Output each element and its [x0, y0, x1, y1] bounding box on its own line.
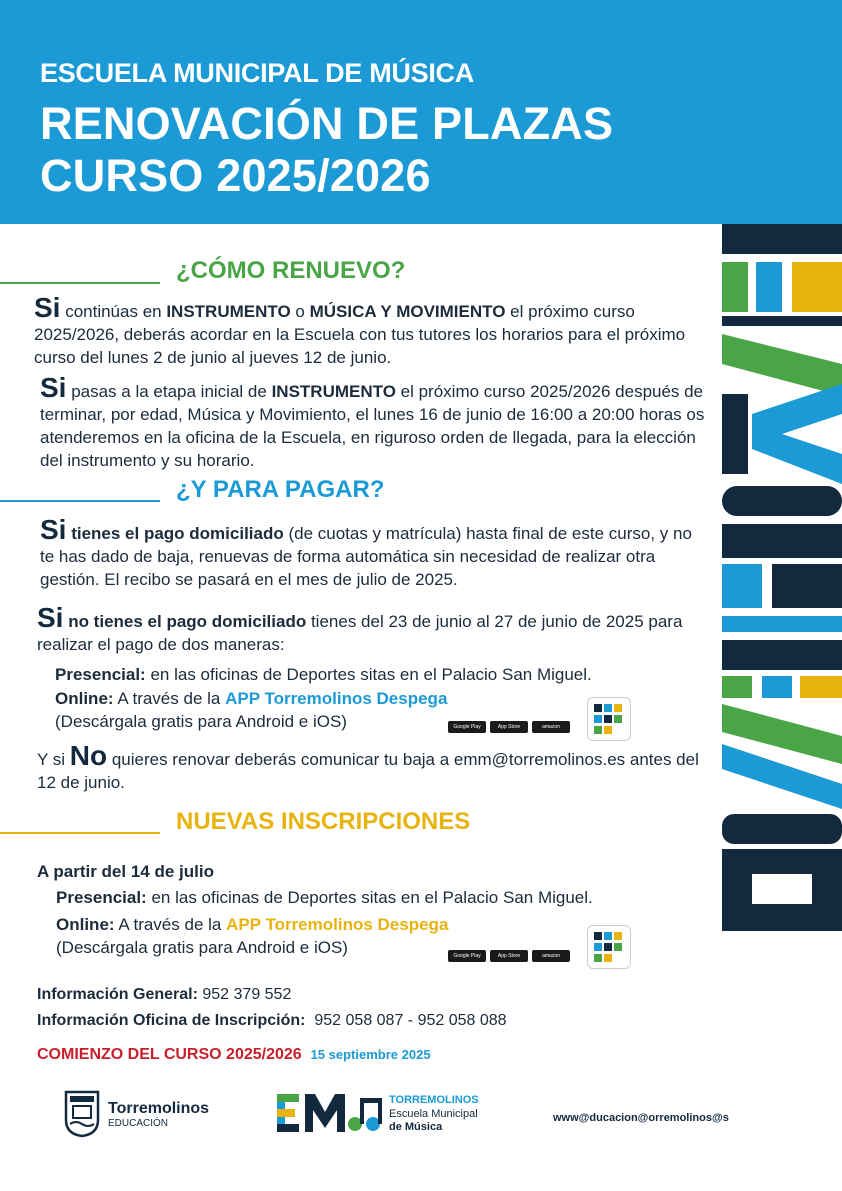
new-presencial-line: Presencial: en las oficinas de Deportes sitas en el Palacio San Miguel. [56, 888, 593, 907]
si-label: Si [37, 602, 64, 633]
pay-presencial-line: Presencial: en las oficinas de Deportes sitas en el Palacio San Miguel. [55, 665, 592, 684]
store-badges [448, 718, 574, 742]
page-title [40, 98, 613, 202]
section-divider-renew [0, 282, 160, 284]
decorative-emm-graphic [722, 224, 842, 931]
app-store-badge[interactable]: App Store [490, 950, 528, 962]
section-title-new: NUEVAS INSCRIPCIONES [176, 808, 471, 835]
renew-paragraph-1: Si continúas en INSTRUMENTO o MÚSICA Y MOVIMIENTO el próximo curso 2025/2026, deberás acordar en la Escuela con tus tutores los horarios para el próximo curso del lunes 2 de junio al jueves 12 de junio. [34, 292, 686, 367]
pay-paragraph-2: Si no tienes el pago domiciliado tienes del 23 de junio al 27 de junio de 2025 para realizar el pago de dos maneras: [37, 602, 683, 654]
torremolinos-name: Torremolinos [108, 1100, 210, 1117]
school-name: ESCUELA MUNICIPAL DE MÚSICA [40, 58, 474, 88]
cancel-paragraph: Y si No quieres renovar deberás comunicar tu baja a emm@torremolinos.es antes del 12 de junio. [37, 740, 699, 792]
title-line-2: CURSO 2025/2026 [40, 150, 431, 201]
section-title-pay: ¿Y PARA PAGAR? [176, 476, 385, 503]
app-store-badge[interactable]: App Store [490, 721, 528, 733]
renew-paragraph-2: Si pasas a la etapa inicial de INSTRUMENTO el próximo curso 2025/2026 después de terminar, por edad, Música y Movimiento, el lunes 16 de junio de 16:00 a 20:00 horas os atenderemos en la oficina de la Escuela, en riguroso orden de llegada, para la elección del instrumento y su horario. [40, 372, 705, 470]
course-start: COMIENZO DEL CURSO 2025/2026 15 septiembre 2025 [37, 1046, 431, 1063]
despega-app-icon [587, 925, 631, 969]
google-play-badge[interactable]: Google Play [448, 950, 486, 962]
section-divider-new [0, 832, 160, 834]
si-label: Si [40, 372, 67, 403]
amazon-appstore-badge[interactable]: amazon appstore [532, 950, 570, 962]
store-badges [448, 947, 574, 971]
info-office: Información Oficina de Inscripción: 952 058 087 - 952 058 088 [37, 1012, 507, 1029]
si-label: Si [40, 514, 67, 545]
info-general: Información General: 952 379 552 [37, 986, 292, 1003]
title-line-1: RENOVACIÓN DE PLAZAS [40, 98, 614, 149]
pay-paragraph-1: Si tienes el pago domiciliado (de cuotas y matrícula) hasta final de este curso, y no te has dado de baja, renuevas de forma automática sin necesidad de realizar otra gestión. El recibo se pasará en el mes de julio de 2025. [40, 514, 692, 589]
emm-line-3: de Música [389, 1121, 443, 1133]
app-link[interactable]: APP Torremolinos Despega [226, 915, 449, 934]
google-play-badge[interactable]: Google Play [448, 721, 486, 733]
amazon-appstore-badge[interactable]: amazon appstore [532, 721, 570, 733]
emm-logo [277, 1094, 383, 1132]
pay-online-line: Online: A través de la APP Torremolinos Despega [55, 689, 448, 708]
new-online-note: (Descárgala gratis para Android e iOS) [56, 938, 348, 957]
emm-line-1: TORREMOLINOS [389, 1094, 479, 1106]
despega-app-icon [587, 697, 631, 741]
pay-online-note: (Descárgala gratis para Android e iOS) [55, 712, 347, 731]
torremolinos-sub: EDUCACIÓN [108, 1118, 169, 1129]
section-title-renew: ¿CÓMO RENUEVO? [176, 257, 406, 284]
torremolinos-crest-logo [64, 1088, 100, 1138]
new-online-line: Online: A través de la APP Torremolinos Despega [56, 915, 449, 934]
emm-line-2: Escuela Municipal [389, 1108, 478, 1120]
app-link[interactable]: APP Torremolinos Despega [225, 689, 448, 708]
footer-url[interactable]: www@ducacion@orremolinos@s [553, 1112, 729, 1124]
section-divider-pay [0, 500, 160, 502]
new-start-date: A partir del 14 de julio [37, 862, 214, 881]
si-label: Si [34, 292, 61, 323]
